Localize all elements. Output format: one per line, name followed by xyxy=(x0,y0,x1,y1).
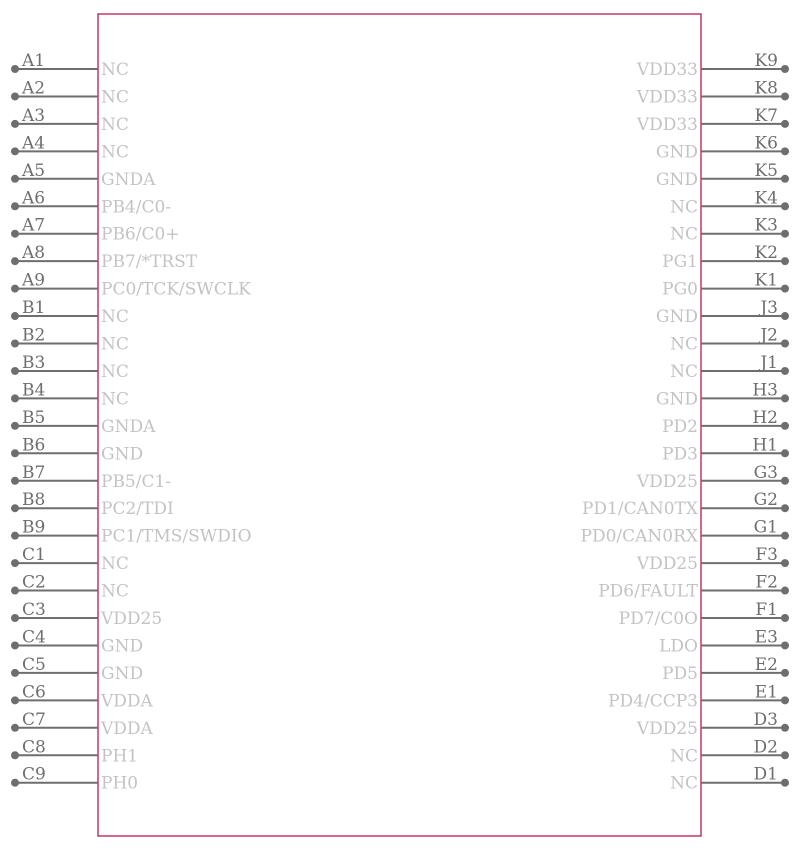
pin-name: PG1 xyxy=(662,252,698,273)
pin-C6 xyxy=(11,682,154,711)
pin-endpoint-dot xyxy=(11,312,19,320)
pin-B4 xyxy=(11,380,129,409)
pin-F2 xyxy=(598,573,789,602)
pin-name: GND xyxy=(655,389,698,410)
pin-G2 xyxy=(582,490,789,519)
pin-endpoint-dot xyxy=(11,120,19,128)
pin-endpoint-dot xyxy=(11,614,19,622)
pin-endpoint-dot xyxy=(11,724,19,732)
pin-endpoint-dot xyxy=(781,312,789,320)
pin-endpoint-dot xyxy=(781,587,789,595)
pin-name: NC xyxy=(670,746,698,767)
pin-number: E2 xyxy=(754,654,778,675)
pin-number: C1 xyxy=(22,545,46,566)
pin-endpoint-dot xyxy=(11,340,19,348)
pin-name: NC xyxy=(101,60,129,80)
pin-name: GNDA xyxy=(101,416,156,437)
pin-B6 xyxy=(11,435,143,464)
pin-endpoint-dot xyxy=(11,669,19,677)
pin-name: NC xyxy=(101,142,129,163)
pin-number: F3 xyxy=(755,545,778,566)
pin-K6 xyxy=(656,133,789,162)
pin-name: NC xyxy=(101,307,129,328)
pin-B8 xyxy=(11,490,174,519)
pin-number: K8 xyxy=(754,78,778,99)
pin-endpoint-dot xyxy=(781,340,789,348)
pin-name: PH1 xyxy=(101,746,139,767)
pin-name: PB6/C0+ xyxy=(101,224,180,245)
left-pin-group xyxy=(11,51,252,794)
pin-name: NC xyxy=(670,773,698,794)
pin-D1 xyxy=(670,765,789,794)
pin-number: A7 xyxy=(22,215,46,236)
pin-name: NC xyxy=(101,361,129,382)
pin-name: NC xyxy=(670,197,698,218)
pin-number: A8 xyxy=(22,243,46,264)
pin-C5 xyxy=(11,655,143,684)
pin-name: GND xyxy=(101,636,144,657)
pin-name: VDD25 xyxy=(636,471,698,492)
pin-name: NC xyxy=(670,224,698,245)
pin-C3 xyxy=(11,600,162,629)
pin-name: PB5/C1- xyxy=(101,471,172,492)
pin-name: PC2/TDI xyxy=(101,499,174,520)
pin-endpoint-dot xyxy=(11,257,19,265)
pin-E3 xyxy=(659,627,789,656)
pin-endpoint-dot xyxy=(11,422,19,430)
pin-name: NC xyxy=(670,361,698,382)
pin-number: B4 xyxy=(22,380,46,401)
pin-number: D2 xyxy=(753,737,778,758)
pin-endpoint-dot xyxy=(11,175,19,183)
pin-D3 xyxy=(636,710,789,739)
pin-number: K6 xyxy=(754,133,778,154)
pin-endpoint-dot xyxy=(781,696,789,704)
pin-number: C9 xyxy=(22,764,46,785)
pin-name: PD4/CCP3 xyxy=(608,691,698,712)
pin-name: PD0/CAN0RX xyxy=(580,526,698,547)
pin-C9 xyxy=(11,765,138,794)
pin-B2 xyxy=(11,326,129,355)
pin-name: NC xyxy=(670,334,698,355)
pin-number: B7 xyxy=(22,462,46,483)
pin-number: B6 xyxy=(22,435,46,456)
pin-number: G2 xyxy=(753,490,778,511)
pin-name: LDO xyxy=(659,636,698,657)
pin-name: GND xyxy=(101,444,144,465)
pin-C7 xyxy=(11,710,154,739)
pin-name: GND xyxy=(655,307,698,328)
pin-number: J2 xyxy=(760,325,778,346)
pin-endpoint-dot xyxy=(781,394,789,402)
pin-number: A1 xyxy=(22,51,46,71)
pin-G3 xyxy=(636,463,789,492)
pin-name: GND xyxy=(655,169,698,190)
pin-A2 xyxy=(11,78,129,107)
pin-name: PD5 xyxy=(662,663,698,684)
pin-G1 xyxy=(581,518,790,547)
pin-A5 xyxy=(11,161,156,190)
pin-name: NC xyxy=(101,114,129,135)
pin-endpoint-dot xyxy=(11,751,19,759)
pin-endpoint-dot xyxy=(781,532,789,540)
pin-number: C6 xyxy=(22,682,46,703)
pin-K7 xyxy=(636,106,789,135)
pin-K5 xyxy=(656,161,789,190)
pin-endpoint-dot xyxy=(781,175,789,183)
pin-endpoint-dot xyxy=(781,724,789,732)
pin-name: PD6/FAULT xyxy=(598,581,698,602)
pin-number: G3 xyxy=(753,462,778,483)
pin-number: J3 xyxy=(760,298,778,319)
pin-name: VDD33 xyxy=(636,87,698,108)
pin-name: GND xyxy=(101,663,144,684)
pin-name: PB4/C0- xyxy=(101,197,172,218)
pin-J3 xyxy=(656,298,789,327)
pin-endpoint-dot xyxy=(11,641,19,649)
pin-number: E3 xyxy=(754,627,778,648)
pin-name: GND xyxy=(655,142,698,163)
pin-name: NC xyxy=(101,581,129,602)
pin-number: A9 xyxy=(22,270,46,291)
pin-E1 xyxy=(608,682,789,711)
pin-endpoint-dot xyxy=(781,92,789,100)
pin-endpoint-dot xyxy=(781,257,789,265)
pin-number: A3 xyxy=(22,105,46,126)
pin-endpoint-dot xyxy=(781,641,789,649)
pin-B1 xyxy=(11,298,129,327)
pin-name: VDD25 xyxy=(101,609,163,629)
pin-endpoint-dot xyxy=(781,202,789,210)
pin-number: C7 xyxy=(22,709,46,730)
pin-name: NC xyxy=(101,554,129,575)
pin-number: K5 xyxy=(754,160,778,181)
pin-K2 xyxy=(662,243,789,272)
pin-endpoint-dot xyxy=(11,587,19,595)
pin-number: A2 xyxy=(22,78,46,99)
pin-endpoint-dot xyxy=(781,477,789,485)
pin-endpoint-dot xyxy=(11,65,19,73)
pin-K4 xyxy=(670,188,789,217)
pin-endpoint-dot xyxy=(11,230,19,238)
pin-K3 xyxy=(670,216,789,245)
pin-number: C3 xyxy=(22,600,46,620)
right-pin-group xyxy=(581,51,790,794)
pin-number: K2 xyxy=(754,243,778,264)
pin-A9 xyxy=(11,271,251,300)
pin-K9 xyxy=(636,51,789,80)
pin-name: PD3 xyxy=(662,444,698,465)
pin-endpoint-dot xyxy=(781,504,789,512)
pin-number: J1 xyxy=(760,352,778,373)
pin-endpoint-dot xyxy=(781,367,789,375)
pin-number: D3 xyxy=(753,709,778,730)
pin-name: PC0/TCK/SWCLK xyxy=(101,279,251,300)
pin-B3 xyxy=(11,353,129,382)
pin-B5 xyxy=(11,408,156,437)
pin-name: VDD25 xyxy=(636,718,698,739)
pin-C4 xyxy=(11,627,143,656)
pin-number: H1 xyxy=(752,435,778,456)
pin-name: VDD33 xyxy=(636,60,698,80)
pin-K8 xyxy=(636,78,789,107)
pin-H3 xyxy=(656,380,789,409)
pin-endpoint-dot xyxy=(781,230,789,238)
pin-name: GNDA xyxy=(101,169,156,190)
pin-endpoint-dot xyxy=(11,92,19,100)
pin-number: H3 xyxy=(752,380,778,401)
pin-number: H2 xyxy=(752,407,778,428)
pin-name: PD2 xyxy=(662,416,698,437)
pin-number: B5 xyxy=(22,407,46,428)
pin-A7 xyxy=(11,216,180,245)
pin-number: K1 xyxy=(754,270,778,291)
pin-number: K9 xyxy=(754,51,778,71)
pin-number: E1 xyxy=(754,682,778,703)
pin-endpoint-dot xyxy=(781,614,789,622)
pin-name: PB7/*TRST xyxy=(101,252,198,273)
pin-C1 xyxy=(11,545,129,574)
pin-endpoint-dot xyxy=(781,147,789,155)
pin-name: VDDA xyxy=(101,691,153,712)
pin-endpoint-dot xyxy=(781,120,789,128)
pin-H1 xyxy=(662,435,789,464)
pin-A1 xyxy=(11,51,129,80)
pin-name: NC xyxy=(101,389,129,410)
pin-endpoint-dot xyxy=(11,147,19,155)
pin-F3 xyxy=(636,545,789,574)
pin-endpoint-dot xyxy=(11,394,19,402)
pin-endpoint-dot xyxy=(11,202,19,210)
pin-number: F1 xyxy=(755,600,778,620)
pin-number: B9 xyxy=(22,517,46,538)
pin-number: K4 xyxy=(754,188,778,209)
pin-name: VDD33 xyxy=(636,114,698,135)
pin-name: NC xyxy=(101,87,129,108)
pin-A6 xyxy=(11,188,171,217)
pin-number: F2 xyxy=(755,572,778,593)
pin-name: PH0 xyxy=(101,773,139,794)
pin-J2 xyxy=(670,326,789,355)
pin-endpoint-dot xyxy=(11,504,19,512)
pin-A4 xyxy=(11,133,129,162)
pin-endpoint-dot xyxy=(11,477,19,485)
pin-name: VDDA xyxy=(101,718,153,739)
pin-A3 xyxy=(11,106,129,135)
pin-number: D1 xyxy=(753,764,778,785)
pin-name: PC1/TMS/SWDIO xyxy=(101,526,252,547)
pin-A8 xyxy=(11,243,198,272)
pin-number: C2 xyxy=(22,572,46,593)
pin-endpoint-dot xyxy=(781,449,789,457)
pin-endpoint-dot xyxy=(781,751,789,759)
pin-J1 xyxy=(670,353,789,382)
pin-endpoint-dot xyxy=(781,559,789,567)
pin-endpoint-dot xyxy=(781,422,789,430)
pin-number: K7 xyxy=(754,105,778,126)
pin-number: C4 xyxy=(22,627,46,648)
pin-endpoint-dot xyxy=(11,367,19,375)
pin-number: K3 xyxy=(754,215,778,236)
pin-endpoint-dot xyxy=(781,285,789,293)
pin-endpoint-dot xyxy=(781,779,789,787)
pin-H2 xyxy=(662,408,789,437)
pin-endpoint-dot xyxy=(781,669,789,677)
pin-number: A4 xyxy=(22,133,46,154)
pin-name: PD1/CAN0TX xyxy=(581,499,698,520)
pin-number: A6 xyxy=(22,188,46,209)
pin-C2 xyxy=(11,573,129,602)
pin-number: B8 xyxy=(22,490,46,511)
pin-name: VDD25 xyxy=(636,554,698,575)
pin-endpoint-dot xyxy=(11,559,19,567)
pin-number: C8 xyxy=(22,737,46,758)
pin-number: G1 xyxy=(753,517,778,538)
pin-F1 xyxy=(619,600,789,629)
pin-number: B1 xyxy=(22,298,46,319)
pin-name: NC xyxy=(101,334,129,355)
pin-number: A5 xyxy=(22,160,46,181)
pin-endpoint-dot xyxy=(11,779,19,787)
pin-D2 xyxy=(670,737,789,766)
pin-E2 xyxy=(662,655,789,684)
pin-endpoint-dot xyxy=(781,65,789,73)
pin-name: PD7/C0O xyxy=(618,609,698,629)
pin-endpoint-dot xyxy=(11,449,19,457)
pin-endpoint-dot xyxy=(11,285,19,293)
pin-B9 xyxy=(11,518,252,547)
pin-number: B3 xyxy=(22,352,46,373)
pin-endpoint-dot xyxy=(11,696,19,704)
pin-number: B2 xyxy=(22,325,46,346)
pin-K1 xyxy=(662,271,789,300)
pin-endpoint-dot xyxy=(11,532,19,540)
pin-B7 xyxy=(11,463,171,492)
pin-name: PG0 xyxy=(662,279,698,300)
pin-number: C5 xyxy=(22,654,46,675)
ic-body-outline xyxy=(98,14,701,836)
pin-C8 xyxy=(11,737,138,766)
